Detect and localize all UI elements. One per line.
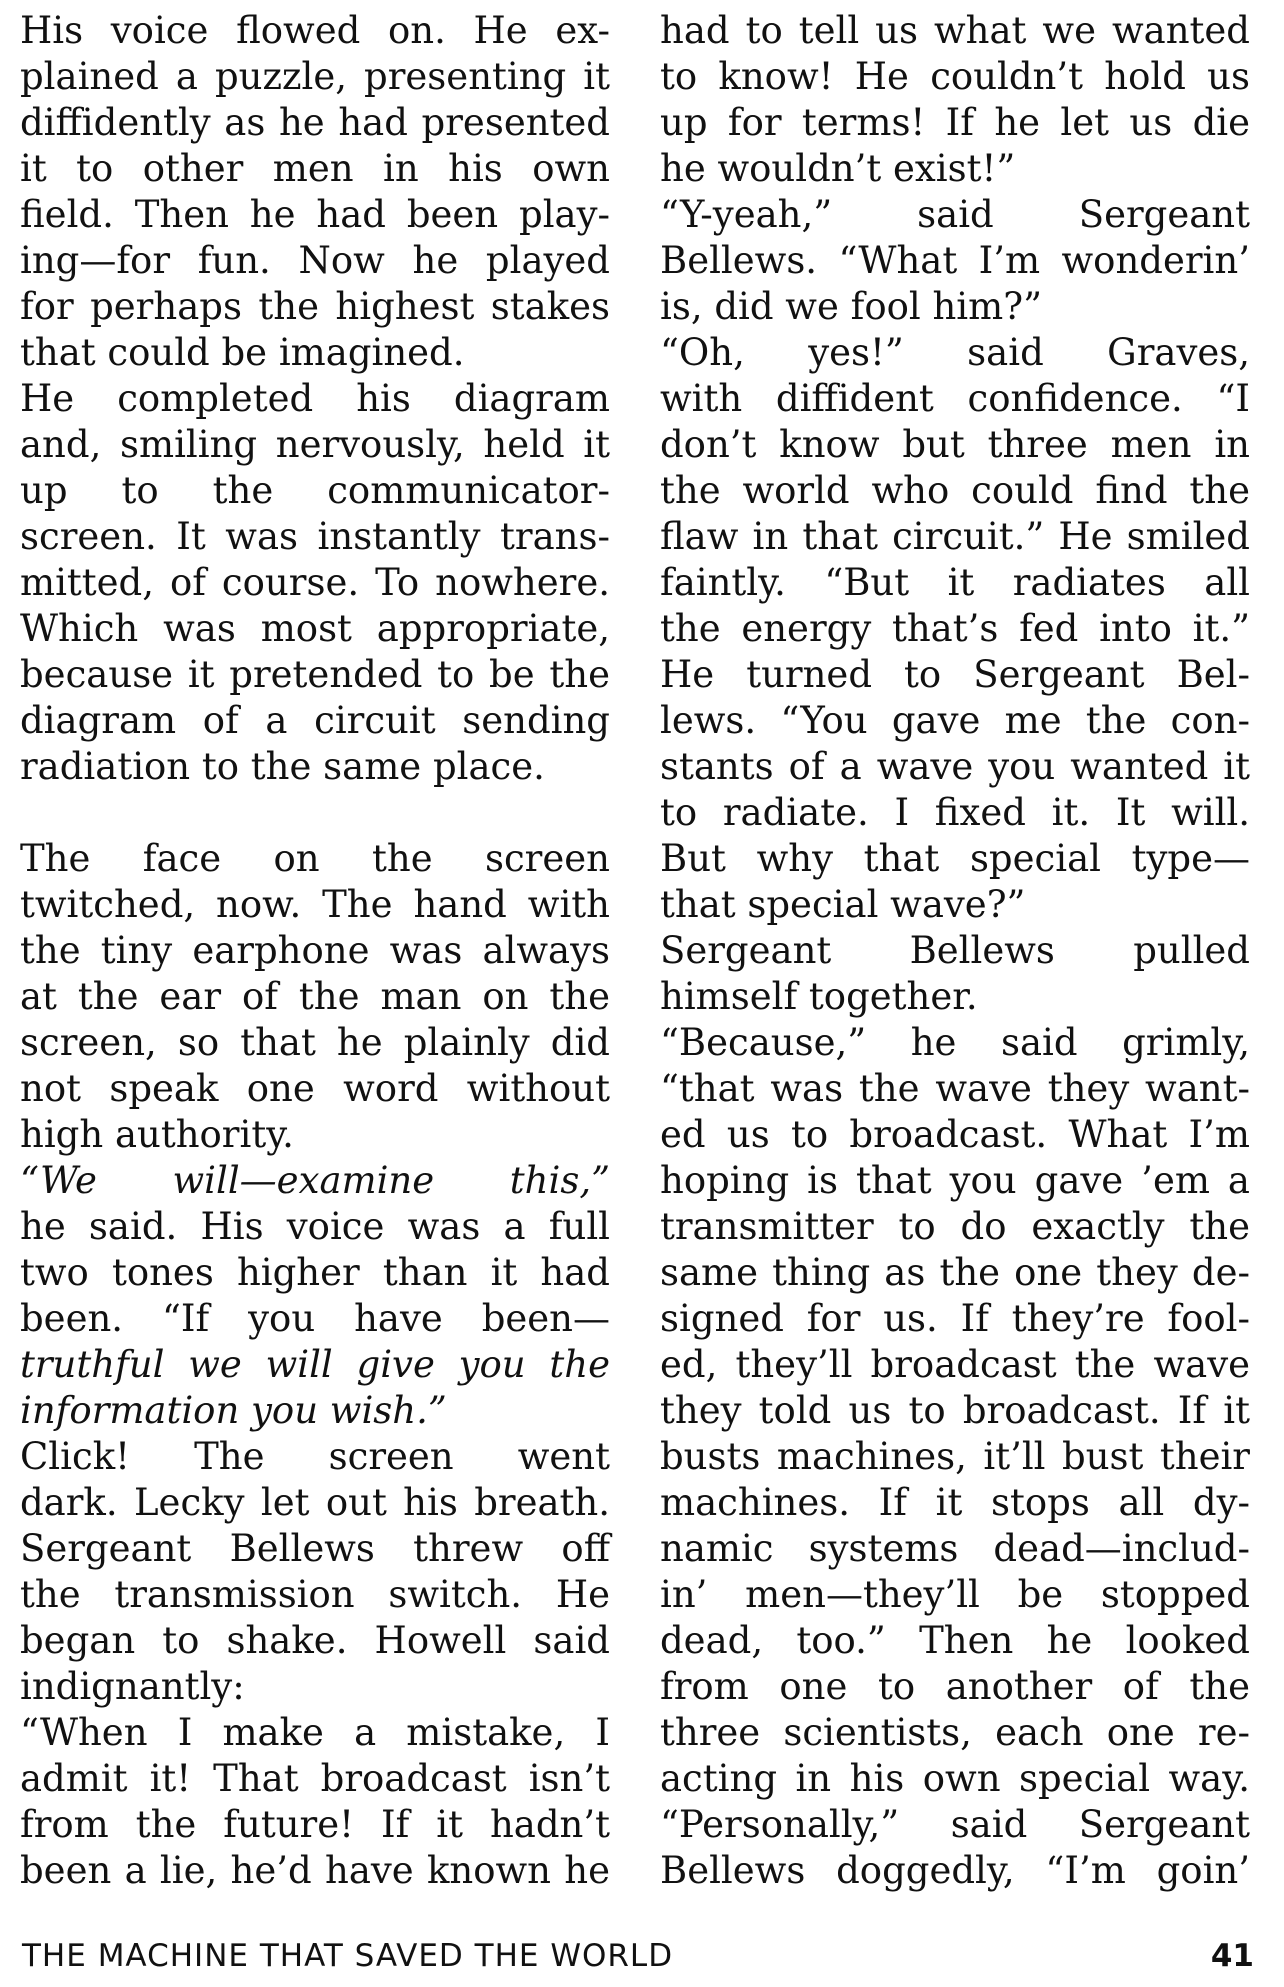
text-line: they told us to broadcast. If it xyxy=(660,1389,1250,1432)
text-line: ed, they’ll broadcast the wave xyxy=(660,1343,1250,1386)
text-line: the tiny earphone was always xyxy=(20,929,610,972)
text-line: hoping is that you gave ’em a xyxy=(660,1159,1250,1202)
text-line: “When I make a mistake, I xyxy=(20,1711,610,1754)
running-title: THE MACHINE THAT SAVED THE WORLD xyxy=(22,1938,674,1974)
text-line: Click! The screen went xyxy=(20,1435,610,1478)
text-line: same thing as the one they de- xyxy=(660,1251,1250,1294)
text-line: not speak one word without xyxy=(20,1067,610,1110)
text-line: he said. His voice was a full xyxy=(20,1205,610,1248)
text-line: with diffident confidence. “I xyxy=(660,377,1250,420)
text-line: busts machines, it’ll bust their xyxy=(660,1435,1250,1478)
page-number: 41 xyxy=(1210,1938,1254,1974)
text-line: because it pretended to be the xyxy=(20,653,610,696)
section-break xyxy=(20,790,610,836)
text-line: Sergeant Bellews threw off xyxy=(20,1527,610,1570)
text-line: had to tell us what we wanted xyxy=(660,9,1250,52)
text-line: His voice flowed on. He ex- xyxy=(20,9,610,52)
text-line: ed us to broadcast. What I’m xyxy=(660,1113,1250,1156)
page-footer xyxy=(22,1934,1262,1978)
text-line: “Y-yeah,” said Sergeant xyxy=(660,193,1250,236)
text-line: two tones higher than it had xyxy=(20,1251,610,1294)
text-line: don’t know but three men in xyxy=(660,423,1250,466)
text-line: dark. Lecky let out his breath. xyxy=(20,1481,610,1524)
text-line: acting in his own special way. xyxy=(660,1757,1250,1800)
text-line: information you wish.” xyxy=(20,1389,447,1432)
text-line: he wouldn’t exist!” xyxy=(660,147,1016,190)
text-line: in’ men—they’ll be stopped xyxy=(660,1573,1250,1616)
text-line: screen, so that he plainly did xyxy=(20,1021,610,1064)
text-line: up to the communicator- xyxy=(20,469,610,512)
text-line: to know! He couldn’t hold us xyxy=(660,55,1250,98)
text-line: ing—for fun. Now he played xyxy=(20,239,610,282)
text-line: it to other men in his own xyxy=(20,147,610,190)
text-line: diffidently as he had presented xyxy=(20,101,610,144)
text-line: the energy that’s fed into it.” xyxy=(660,607,1250,650)
text-line: himself together. xyxy=(660,975,978,1018)
text-line: mitted, of course. To nowhere. xyxy=(20,561,610,604)
text-line: stants of a wave you wanted it xyxy=(660,745,1250,788)
text-line: up for terms! If he let us die xyxy=(660,101,1250,144)
text-line: He completed his diagram xyxy=(20,377,610,420)
text-line: twitched, now. The hand with xyxy=(20,883,610,926)
text-line: radiation to the same place. xyxy=(20,745,545,788)
text-line: that could be imagined. xyxy=(20,331,465,374)
text-line: signed for us. If they’re fool- xyxy=(660,1297,1250,1340)
text-line: the world who could find the xyxy=(660,469,1250,512)
text-line: high authority. xyxy=(20,1113,294,1156)
text-line: “Personally,” said Sergeant xyxy=(660,1803,1250,1846)
left-text-column xyxy=(20,8,610,1894)
text-line: transmitter to do exactly the xyxy=(660,1205,1250,1248)
text-line: Bellews. “What I’m wonderin’ xyxy=(660,239,1250,282)
text-line: diagram of a circuit sending xyxy=(20,699,610,742)
text-line: “that was the wave they want- xyxy=(660,1067,1250,1110)
text-line: at the ear of the man on the xyxy=(20,975,610,1018)
text-line: for perhaps the highest stakes xyxy=(20,285,610,328)
text-line: admit it! That broadcast isn’t xyxy=(20,1757,610,1800)
text-line: The face on the screen xyxy=(20,837,610,880)
text-line: began to shake. Howell said xyxy=(20,1619,610,1662)
text-line: “Because,” he said grimly, xyxy=(660,1021,1250,1064)
text-line: Bellews doggedly, “I’m goin’ xyxy=(660,1849,1250,1892)
text-line: Sergeant Bellews pulled xyxy=(660,929,1250,972)
text-line: that special wave?” xyxy=(660,883,1026,926)
text-line: to radiate. I fixed it. It will. xyxy=(660,791,1250,834)
text-line: truthful we will give you the xyxy=(20,1343,610,1386)
text-line: three scientists, each one re- xyxy=(660,1711,1250,1754)
text-line: is, did we fool him?” xyxy=(660,285,1042,328)
text-line: But why that special type— xyxy=(660,837,1250,880)
right-text-column xyxy=(660,8,1250,1894)
text-line: the transmission switch. He xyxy=(20,1573,610,1616)
text-line: flaw in that circuit.” He smiled xyxy=(660,515,1250,558)
text-line: screen. It was instantly trans- xyxy=(20,515,610,558)
text-line: indignantly: xyxy=(20,1665,245,1708)
text-line: plained a puzzle, presenting it xyxy=(20,55,610,98)
text-line: machines. If it stops all dy- xyxy=(660,1481,1250,1524)
text-line: “We will—examine this,” xyxy=(20,1159,610,1202)
text-line: from one to another of the xyxy=(660,1665,1250,1708)
text-line: “Oh, yes!” said Graves, xyxy=(660,331,1250,374)
text-line: and, smiling nervously, held it xyxy=(20,423,610,466)
text-line: He turned to Sergeant Bel- xyxy=(660,653,1250,696)
text-line: been a lie, he’d have known he xyxy=(20,1849,610,1892)
text-line: been. “If you have been— xyxy=(20,1297,610,1340)
text-line: faintly. “But it radiates all xyxy=(660,561,1250,604)
text-line: Which was most appropriate, xyxy=(20,607,610,650)
text-line: from the future! If it hadn’t xyxy=(20,1803,610,1846)
text-line: field. Then he had been play- xyxy=(20,193,610,236)
text-line: lews. “You gave me the con- xyxy=(660,699,1250,742)
text-line: namic systems dead—includ- xyxy=(660,1527,1250,1570)
text-line: dead, too.” Then he looked xyxy=(660,1619,1250,1662)
